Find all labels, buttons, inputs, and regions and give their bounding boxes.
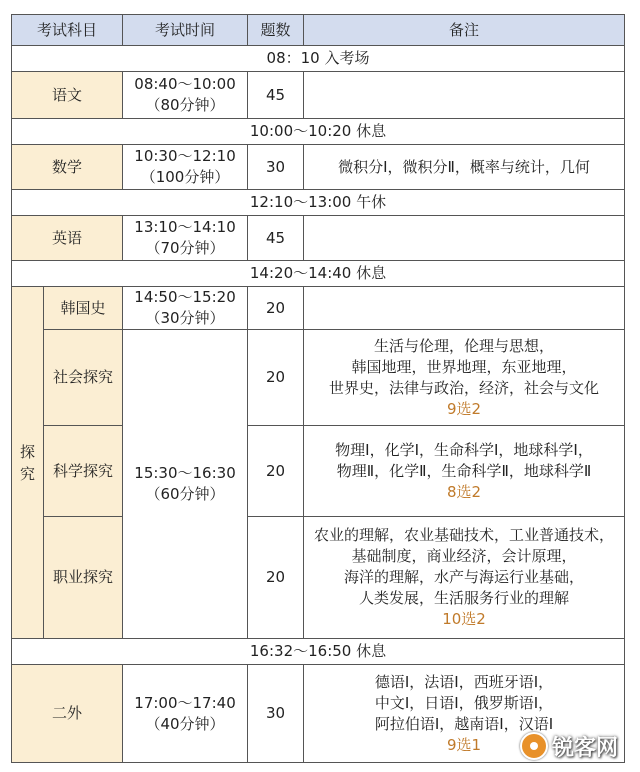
break-row-1: [12, 119, 625, 145]
break-1: 10:00～10:20 休息: [12, 119, 625, 145]
notes-social: [304, 330, 625, 426]
count-vocational: 20: [248, 517, 304, 639]
table-row-history: [12, 287, 625, 330]
break-row-3: [12, 639, 625, 665]
time-math: 10:30～12:10 （100分钟）: [123, 145, 248, 190]
time-english: 13:10～14:10 （70分钟）: [123, 216, 248, 261]
break-row-entry: [12, 46, 625, 72]
table-row-social: [12, 330, 625, 426]
notes-math: 微积分Ⅰ，微积分Ⅱ，概率与统计，几何: [304, 145, 625, 190]
header-subject: 考试科目: [12, 15, 123, 46]
header-time: 考试时间: [123, 15, 248, 46]
header-row: [12, 15, 625, 46]
count-foreign: 30: [248, 665, 304, 763]
count-science: 20: [248, 426, 304, 517]
watermark-text: 锐客网: [552, 735, 619, 761]
notes-science-pick: 8选2: [446, 482, 482, 501]
notes-english: [304, 216, 625, 261]
notes-vocational: [304, 517, 625, 639]
subject-english: 英语: [12, 216, 123, 261]
table-row-science: [12, 426, 625, 517]
subject-social: 社会探究: [44, 330, 123, 426]
subject-math: 数学: [12, 145, 123, 190]
table-row-english: [12, 216, 625, 261]
header-notes: 备注: [304, 15, 625, 46]
header-count: 题数: [248, 15, 304, 46]
break-row-2: [12, 261, 625, 287]
notes-social-pick: 9选2: [446, 399, 482, 418]
count-english: 45: [248, 216, 304, 261]
time-korean: 08:40～10:00 （80分钟）: [123, 72, 248, 119]
notes-korean: [304, 72, 625, 119]
notes-foreign-pick: 9选1: [446, 735, 482, 754]
notes-science: [304, 426, 625, 517]
break-row-lunch: [12, 190, 625, 216]
count-math: 30: [248, 145, 304, 190]
watermark: [520, 729, 628, 763]
notes-history: [304, 287, 625, 330]
break-2: 14:20～14:40 休息: [12, 261, 625, 287]
notes-vocational-pick: 10选2: [442, 610, 486, 628]
exam-schedule-table: [11, 14, 625, 763]
subject-foreign: 二外: [12, 665, 123, 763]
notes-social-text: 生活与伦理，伦理与思想， 韩国地理，世界地理，东亚地理， 世界史，法律与政治，经济，社会与文化: [329, 336, 600, 397]
notes-foreign-text: 德语Ⅰ，法语Ⅰ，西班牙语Ⅰ， 中文Ⅰ，日语Ⅰ，俄罗斯语Ⅰ， 阿拉伯语Ⅰ，越南语Ⅰ，汉语Ⅰ: [374, 672, 554, 733]
count-history: 20: [248, 287, 304, 330]
time-explore-shared: 15:30～16:30 （60分钟）: [123, 330, 248, 639]
table-row-vocational: [12, 517, 625, 639]
subject-vocational: 职业探究: [44, 517, 123, 639]
count-korean: 45: [248, 72, 304, 119]
table-row-math: [12, 145, 625, 190]
subject-science: 科学探究: [44, 426, 123, 517]
break-3: 16:32～16:50 休息: [12, 639, 625, 665]
subject-korean: 语文: [12, 72, 123, 119]
break-lunch: 12:10～13:00 午休: [12, 190, 625, 216]
time-foreign: 17:00～17:40 （40分钟）: [123, 665, 248, 763]
break-entry: 08：10 入考场: [12, 46, 625, 72]
notes-science-text: 物理Ⅰ，化学Ⅰ，生命科学Ⅰ，地球科学Ⅰ， 物理Ⅱ，化学Ⅱ，生命科学Ⅱ，地球科学Ⅱ: [335, 440, 593, 480]
time-history: 14:50～15:20 （30分钟）: [123, 287, 248, 330]
explore-group-label: 探究: [12, 287, 44, 639]
notes-vocational-text: 农业的理解，农业基础技术，工业普通技术， 基础制度，商业经济，会计原理， 海洋的理解，水产与海运行业基础， 人类发展，生活服务行业的理解: [314, 526, 615, 607]
eye-logo-icon: [520, 732, 548, 760]
table-row-korean: [12, 72, 625, 119]
subject-history: 韩国史: [44, 287, 123, 330]
count-social: 20: [248, 330, 304, 426]
